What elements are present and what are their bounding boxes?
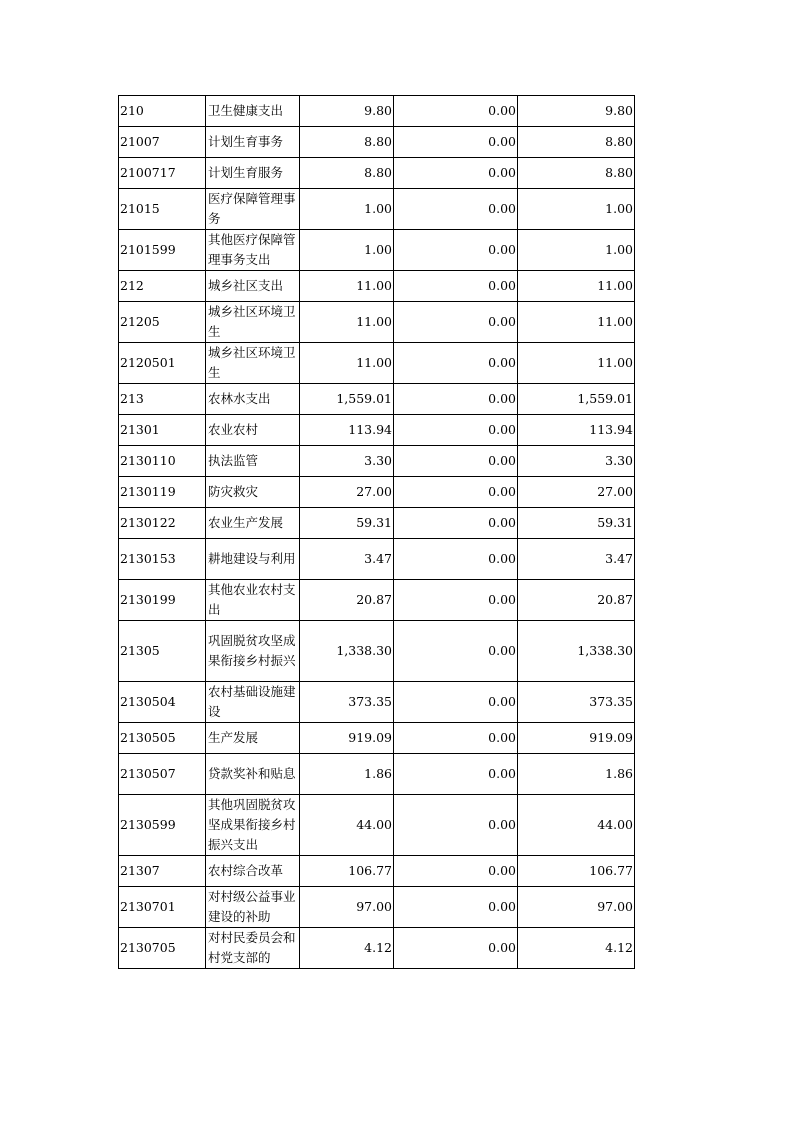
project-expenditure-cell: 20.87 [518,580,635,621]
table-row [119,96,635,127]
subject-name-cell: 巩固脱贫攻坚成果衔接乡村振兴 [206,621,300,682]
subject-name-cell: 农业生产发展 [206,508,300,539]
project-expenditure-cell: 106.77 [518,856,635,887]
subject-name-cell: 城乡社区支出 [206,271,300,302]
total-amount-cell: 8.80 [300,127,394,158]
total-amount-cell: 11.00 [300,271,394,302]
table-row [119,271,635,302]
subject-name-cell: 防灾救灾 [206,477,300,508]
table-row [119,446,635,477]
table-row [119,127,635,158]
subject-name-cell: 生产发展 [206,723,300,754]
project-expenditure-cell: 11.00 [518,343,635,384]
basic-expenditure-cell: 0.00 [394,230,518,271]
total-amount-cell: 113.94 [300,415,394,446]
total-amount-cell: 106.77 [300,856,394,887]
subject-code-cell: 2130599 [119,795,206,856]
subject-name-cell: 医疗保障管理事务 [206,189,300,230]
project-expenditure-cell: 8.80 [518,158,635,189]
subject-code-cell: 213 [119,384,206,415]
table-row [119,508,635,539]
subject-name-cell: 计划生育事务 [206,127,300,158]
basic-expenditure-cell: 0.00 [394,580,518,621]
table-row [119,158,635,189]
project-expenditure-cell: 1.00 [518,189,635,230]
subject-code-cell: 2101599 [119,230,206,271]
subject-code-cell: 210 [119,96,206,127]
table-row [119,754,635,795]
subject-name-cell: 城乡社区环境卫生 [206,302,300,343]
table-body [119,96,635,969]
subject-name-cell: 贷款奖补和贴息 [206,754,300,795]
subject-name-cell: 计划生育服务 [206,158,300,189]
basic-expenditure-cell: 0.00 [394,887,518,928]
total-amount-cell: 373.35 [300,682,394,723]
subject-code-cell: 2100717 [119,158,206,189]
total-amount-cell: 1.86 [300,754,394,795]
total-amount-cell: 1.00 [300,230,394,271]
project-expenditure-cell: 1.86 [518,754,635,795]
subject-code-cell: 21307 [119,856,206,887]
total-amount-cell: 11.00 [300,302,394,343]
basic-expenditure-cell: 0.00 [394,621,518,682]
project-expenditure-cell: 97.00 [518,887,635,928]
subject-name-cell: 对村级公益事业建设的补助 [206,887,300,928]
table-row [119,682,635,723]
project-expenditure-cell: 11.00 [518,271,635,302]
basic-expenditure-cell: 0.00 [394,96,518,127]
total-amount-cell: 3.30 [300,446,394,477]
table-row [119,189,635,230]
basic-expenditure-cell: 0.00 [394,539,518,580]
total-amount-cell: 1,338.30 [300,621,394,682]
subject-code-cell: 212 [119,271,206,302]
total-amount-cell: 4.12 [300,928,394,969]
project-expenditure-cell: 8.80 [518,127,635,158]
total-amount-cell: 27.00 [300,477,394,508]
table-row [119,723,635,754]
subject-code-cell: 2130507 [119,754,206,795]
basic-expenditure-cell: 0.00 [394,415,518,446]
basic-expenditure-cell: 0.00 [394,343,518,384]
basic-expenditure-cell: 0.00 [394,928,518,969]
table-row [119,928,635,969]
total-amount-cell: 3.47 [300,539,394,580]
subject-name-cell: 农村综合改革 [206,856,300,887]
table-row [119,230,635,271]
subject-code-cell: 2130153 [119,539,206,580]
subject-code-cell: 2130110 [119,446,206,477]
project-expenditure-cell: 44.00 [518,795,635,856]
basic-expenditure-cell: 0.00 [394,189,518,230]
basic-expenditure-cell: 0.00 [394,384,518,415]
subject-name-cell: 执法监管 [206,446,300,477]
basic-expenditure-cell: 0.00 [394,127,518,158]
table-row [119,302,635,343]
table-row [119,621,635,682]
project-expenditure-cell: 919.09 [518,723,635,754]
table-row [119,856,635,887]
total-amount-cell: 9.80 [300,96,394,127]
table-row [119,887,635,928]
subject-code-cell: 21015 [119,189,206,230]
basic-expenditure-cell: 0.00 [394,271,518,302]
budget-table [118,95,635,969]
subject-code-cell: 21305 [119,621,206,682]
subject-name-cell: 农村基础设施建设 [206,682,300,723]
subject-code-cell: 2130199 [119,580,206,621]
subject-name-cell: 其他医疗保障管理事务支出 [206,230,300,271]
project-expenditure-cell: 59.31 [518,508,635,539]
total-amount-cell: 44.00 [300,795,394,856]
subject-code-cell: 2130122 [119,508,206,539]
basic-expenditure-cell: 0.00 [394,682,518,723]
basic-expenditure-cell: 0.00 [394,158,518,189]
subject-code-cell: 2130701 [119,887,206,928]
total-amount-cell: 1.00 [300,189,394,230]
total-amount-cell: 919.09 [300,723,394,754]
subject-name-cell: 耕地建设与利用 [206,539,300,580]
subject-name-cell: 农林水支出 [206,384,300,415]
table-row [119,343,635,384]
subject-name-cell: 农业农村 [206,415,300,446]
subject-code-cell: 2130505 [119,723,206,754]
table-row [119,795,635,856]
basic-expenditure-cell: 0.00 [394,723,518,754]
subject-code-cell: 21007 [119,127,206,158]
total-amount-cell: 59.31 [300,508,394,539]
basic-expenditure-cell: 0.00 [394,446,518,477]
basic-expenditure-cell: 0.00 [394,302,518,343]
basic-expenditure-cell: 0.00 [394,477,518,508]
project-expenditure-cell: 1,338.30 [518,621,635,682]
subject-code-cell: 21301 [119,415,206,446]
total-amount-cell: 20.87 [300,580,394,621]
project-expenditure-cell: 1,559.01 [518,384,635,415]
project-expenditure-cell: 27.00 [518,477,635,508]
basic-expenditure-cell: 0.00 [394,508,518,539]
project-expenditure-cell: 3.47 [518,539,635,580]
subject-code-cell: 21205 [119,302,206,343]
total-amount-cell: 1,559.01 [300,384,394,415]
table-row [119,539,635,580]
basic-expenditure-cell: 0.00 [394,795,518,856]
subject-code-cell: 2130119 [119,477,206,508]
project-expenditure-cell: 9.80 [518,96,635,127]
project-expenditure-cell: 373.35 [518,682,635,723]
table-row [119,580,635,621]
subject-name-cell: 卫生健康支出 [206,96,300,127]
subject-name-cell: 其他巩固脱贫攻坚成果衔接乡村振兴支出 [206,795,300,856]
project-expenditure-cell: 113.94 [518,415,635,446]
table-row [119,415,635,446]
basic-expenditure-cell: 0.00 [394,856,518,887]
total-amount-cell: 8.80 [300,158,394,189]
project-expenditure-cell: 4.12 [518,928,635,969]
total-amount-cell: 97.00 [300,887,394,928]
basic-expenditure-cell: 0.00 [394,754,518,795]
subject-code-cell: 2120501 [119,343,206,384]
table-row [119,384,635,415]
subject-name-cell: 对村民委员会和村党支部的 [206,928,300,969]
project-expenditure-cell: 1.00 [518,230,635,271]
table-row [119,477,635,508]
subject-name-cell: 其他农业农村支出 [206,580,300,621]
subject-code-cell: 2130504 [119,682,206,723]
subject-name-cell: 城乡社区环境卫生 [206,343,300,384]
project-expenditure-cell: 3.30 [518,446,635,477]
subject-code-cell: 2130705 [119,928,206,969]
total-amount-cell: 11.00 [300,343,394,384]
project-expenditure-cell: 11.00 [518,302,635,343]
